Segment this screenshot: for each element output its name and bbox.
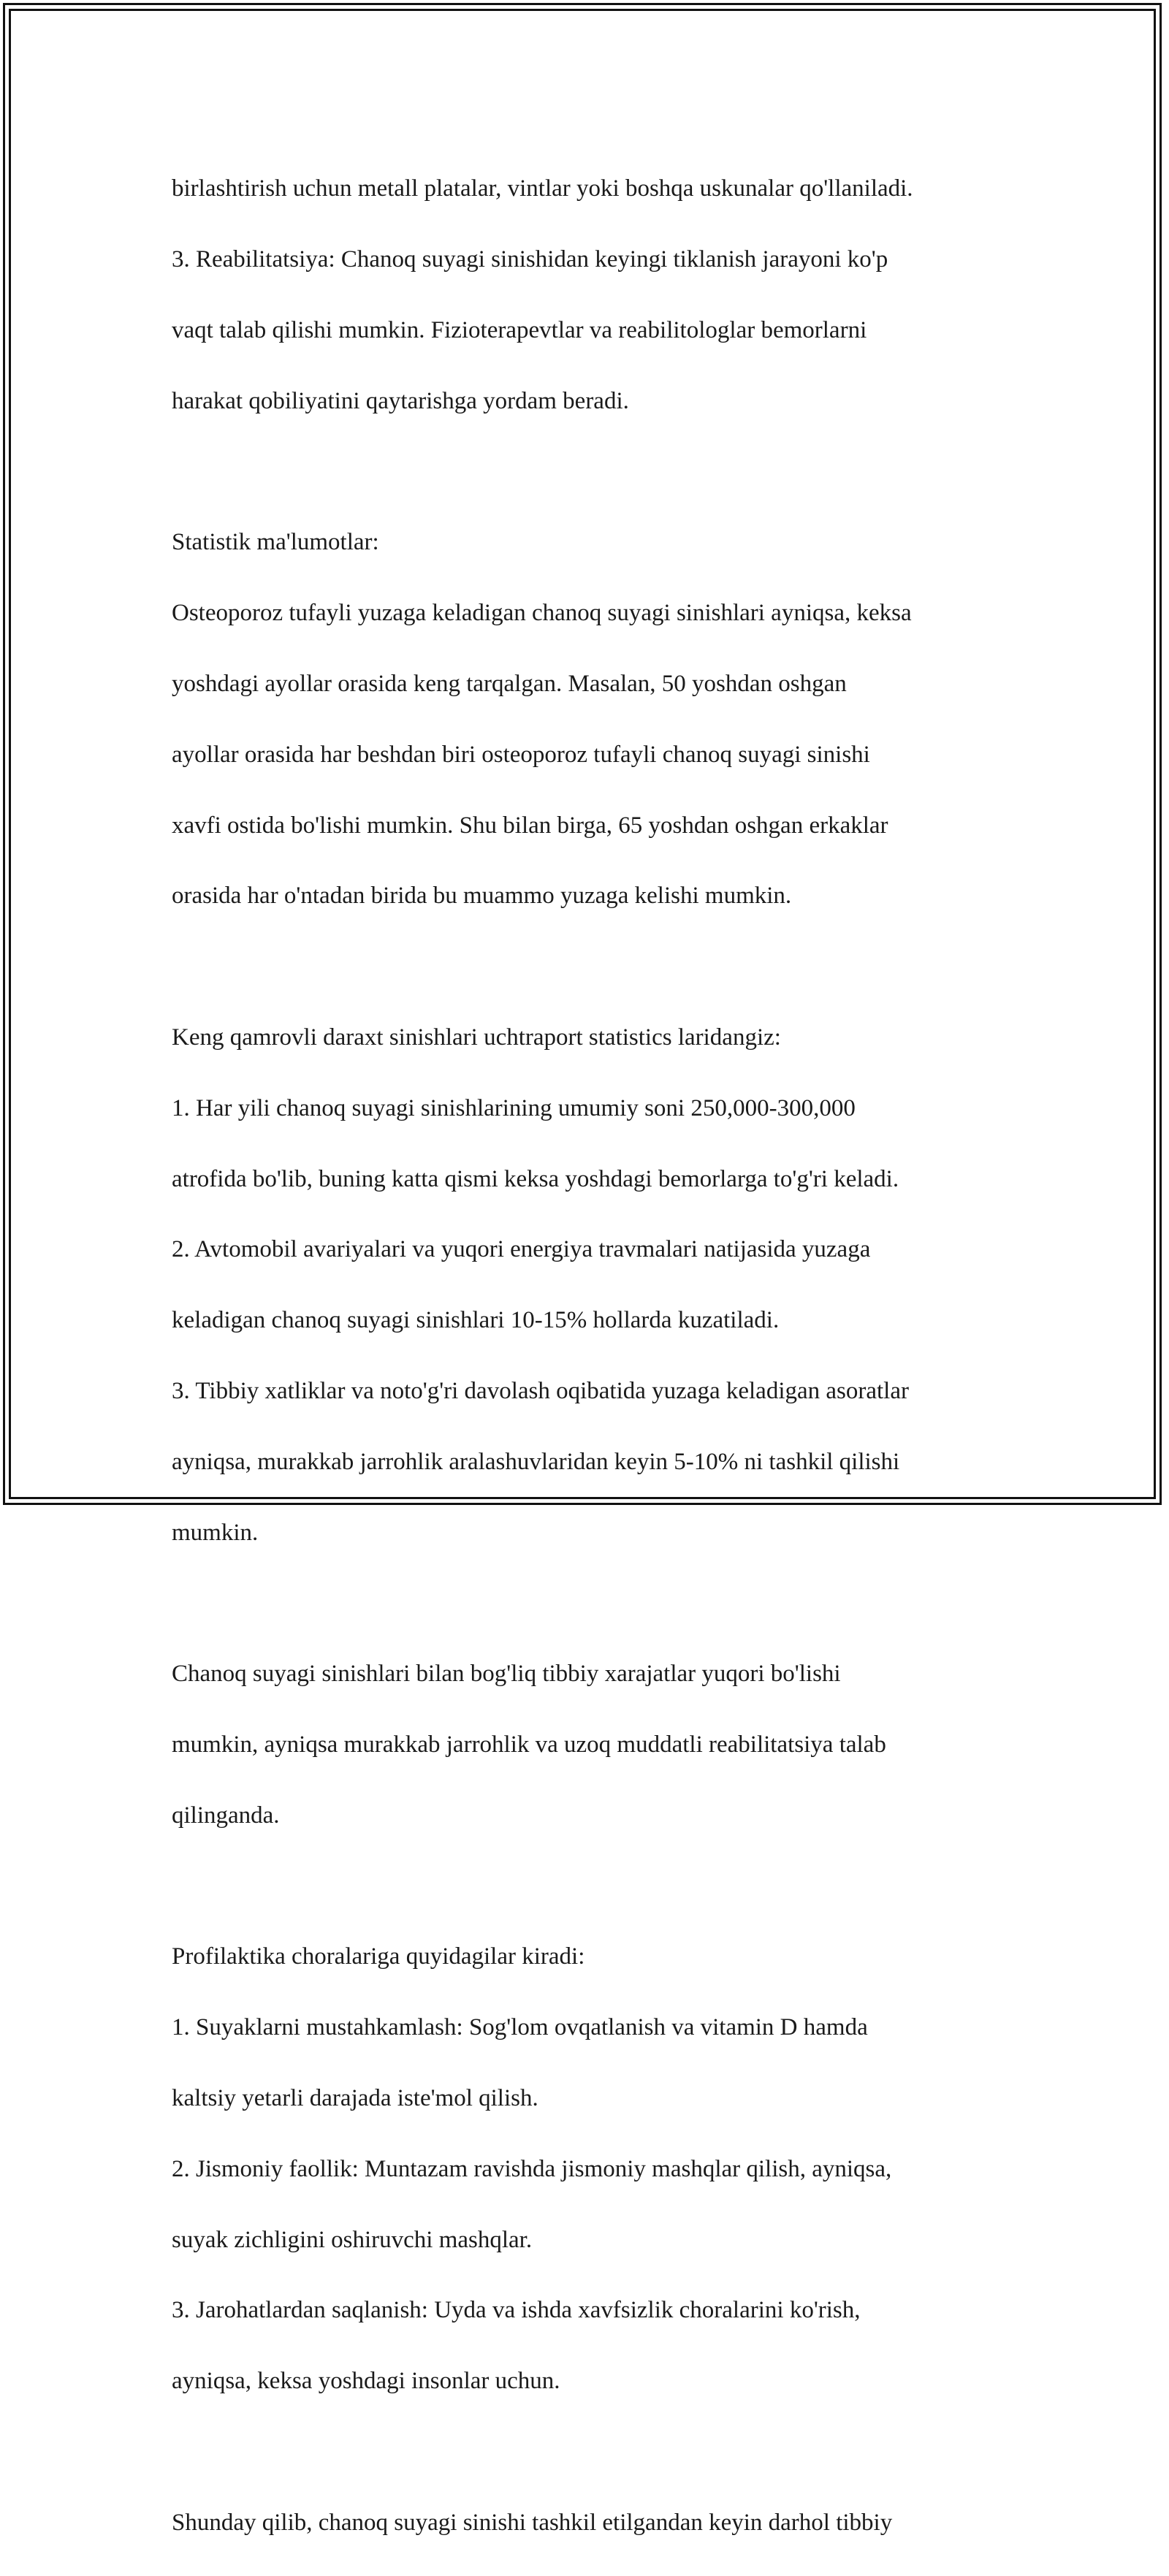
text-line: ayollar orasida har beshdan biri osteoporoz tufayli chanoq suyagi sinishi (172, 741, 870, 768)
text-line: mumkin. (172, 1519, 259, 1546)
text-line: yoshdagi ayollar orasida keng tarqalgan. Masalan, 50 yoshdan oshgan (172, 670, 847, 697)
text-line: vaqt talab qilishi mumkin. Fizioterapevtlar va reabilitologlar bemorlarni (172, 317, 867, 343)
text-line: keladigan chanoq suyagi sinishlari 10-15% hollarda kuzatiladi. (172, 1307, 780, 1334)
text-line: 3. Reabilitatsiya: Chanoq suyagi sinishidan keyingi tiklanish jarayoni ko'p (172, 246, 888, 273)
blank-line (172, 2434, 1012, 2469)
section-heading: Keng qamrovli daraxt sinishlari uchtraport statistics laridangiz: (172, 1024, 781, 1051)
blank-line (172, 1585, 1012, 1620)
text-line: harakat qobiliyatini qaytarishga yordam beradi. (172, 387, 629, 414)
text-line: ayniqsa, murakkab jarrohlik aralashuvlaridan keyin 5-10% ni tashkil qilishi (172, 1448, 900, 1475)
text-line: birlashtirish uchun metall platalar, vintlar yoki boshqa uskunalar qo'llaniladi. (172, 175, 913, 202)
text-line: ayniqsa, keksa yoshdagi insonlar uchun. (172, 2368, 560, 2395)
text-line: suyak zichligini oshiruvchi mashqlar. (172, 2226, 533, 2253)
text-line: xavfi ostida bo'lishi mumkin. Shu bilan birga, 65 yoshdan oshgan erkaklar (172, 812, 888, 839)
document-body (172, 136, 1012, 2576)
text-line: 3. Tibbiy xatliklar va noto'g'ri davolash oqibatida yuzaga keladigan asoratlar (172, 1377, 909, 1404)
text-line: 2. Avtomobil avariyalari va yuqori energiya travmalari natijasida yuzaga (172, 1236, 871, 1263)
blank-line (172, 1869, 1012, 1904)
text-line: Shunday qilib, chanoq suyagi sinishi tashkil etilgandan keyin darhol tibbiy (172, 2509, 893, 2536)
text-line: mumkin, ayniqsa murakkab jarrohlik va uzoq muddatli reabilitatsiya talab (172, 1731, 886, 1758)
text-line: 3. Jarohatlardan saqlanish: Uyda va ishda xavfsizlik choralarini ko'rish, (172, 2297, 861, 2324)
text-line: atrofida bo'lib, buning katta qismi keksa yoshdagi bemorlarga to'g'ri keladi. (172, 1165, 899, 1192)
text-line: kaltsiy yetarli darajada iste'mol qilish. (172, 2084, 538, 2111)
text-line: orasida har o'ntadan birida bu muammo yuzaga kelishi mumkin. (172, 883, 792, 910)
text-line: 2. Jismoniy faollik: Muntazam ravishda jismoniy mashqlar qilish, ayniqsa, (172, 2155, 892, 2182)
blank-line (172, 949, 1012, 984)
section-heading: Profilaktika choralariga quyidagilar kiradi: (172, 1943, 585, 1970)
text-line: 1. Har yili chanoq suyagi sinishlarining umumiy soni 250,000-300,000 (172, 1094, 856, 1121)
text-line: 1. Suyaklarni mustahkamlash: Sog'lom ovqatlanish va vitamin D hamda (172, 2014, 868, 2041)
text-line: qilinganda. (172, 1802, 280, 1829)
blank-line (172, 454, 1012, 489)
text-line: Chanoq suyagi sinishlari bilan bog'liq tibbiy xarajatlar yuqori bo'lishi (172, 1661, 841, 1688)
text-line: Osteoporoz tufayli yuzaga keladigan chanoq suyagi sinishlari ayniqsa, keksa (172, 600, 912, 627)
section-heading: Statistik ma'lumotlar: (172, 529, 379, 556)
